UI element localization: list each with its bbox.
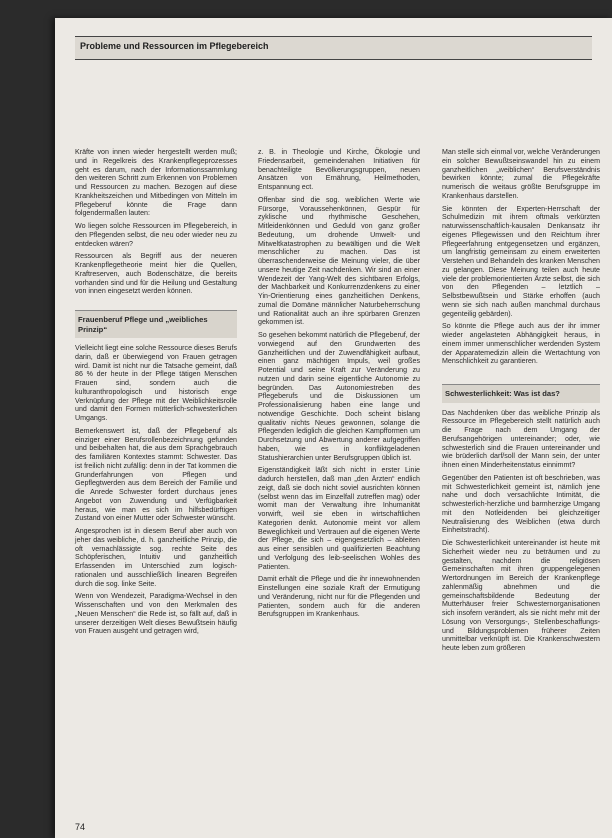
paragraph: Sie könnten der Experten-Herrschaft der Schulmedizin mit ihrem oftmals verkürzten naturwissenschaftlich-kausalen Denkansatz ihr eigenes Pflegewissen und den Reichtum ihrer Pflegeerfahrung entgegensetzen und ergänzen, um langfristig gemeinsam zu einem erweiterten Verstehen und Behandeln des kranken Menschen zu gelangen. Diese Meinung teilen auch heute viele der problemorientierten Ärzte selbst, die sich von den Pflegenden – letztlich – Selbstbewußtsein und Stärke erhoffen (auch wenn sie sich nach außen manchmal durchaus gegenteilig gebärden). bbox=[442, 204, 600, 318]
paragraph: Das Nachdenken über das weibliche Prinzip als Ressource im Pflegebereich stellt natürlich auch die Frage nach dem Umgang der Berufsangehörigen untereinander; oder, wie schwesterlich sind die Frauen untereinander und wie brüderlich darf/soll der Mann sein, der unter ihnen einen Minderheitenstatus einnimmt? bbox=[442, 408, 600, 469]
paragraph: Eigenständigkeit läßt sich nicht in erster Linie dadurch herstellen, daß man „den Ärzten“ endlich zeigt, daß sie doch nicht soviel ausrichten können (selbst wenn das im Einzelfall zutreffen mag) oder womit man der Verwaltung ihre Inhumanität vorwirft, weil sie eben in wirtschaftlichen Kategorien denkt. Autonomie meint vor allem Beweglichkeit und Vertrauen auf die eigenen Werte der Pflege, die sich – eigengesetzlich – ableiten aus einer sensiblen und qualifizierten Beachtung und Verfolgung des leib-seelischen Wohles des Patienten. bbox=[258, 466, 420, 571]
paragraph: Wo liegen solche Ressourcen im Pflegebereich, in den Pflegenden selbst, die neu oder wieder neu zu entdecken wären? bbox=[75, 222, 237, 248]
page-title: Probleme und Ressourcen im Pflegebereich bbox=[80, 41, 269, 51]
document-page bbox=[55, 18, 612, 838]
text-column-left bbox=[75, 148, 237, 640]
paragraph: Man stelle sich einmal vor, welche Veränderungen ein solcher Bewußtseinswandel hin zu einem ganzheitlichen „weiblichen“ Berufsverständnis bewirken könnte; zumal die Pflegekräfte numerisch die weitaus größte Berufsgruppe im Krankenhaus darstellen. bbox=[442, 148, 600, 200]
paragraph: Offenbar sind die sog. weiblichen Werte wie Fürsorge, Voraussehenkönnen, Gespür für zyklische und rhythmische Geschehen, Mitleidenkönnen und Geduld von ganz großer Bedeutung, um drohende Umwelt- und Mitweltkatastrophen zu bewältigen und die Welt menschlicher zu machen. Das ist überraschenderweise die Meinung vieler, die über unsere heutige Zeit nachdenken. Wir sind an einer Wendezeit der Yang-Welt des sichtbaren Erfolgs, der Machbarkeit und Konkurrenzdenkens zu einer Yin-Orientierung eines ganzheitlichen Denkens, zumal die Domäne männlicher Naturbeherrschung und Rationalität auch an ihre spürbaren Grenzen gekommen ist. bbox=[258, 195, 420, 327]
paragraph: Die Schwesterlichkeit untereinander ist heute mit Sicherheit wieder neu zu beträumen und zu gestalten, nachdem die religiösen Gemeinschaften mit ihren gruppengelegenen Wertordnungen im Bereich der Krankenpflege zahlenmäßig abnehmen und die gemeinschaftsbildende Bedeutung der Mutterhäuser freier Schwesternorganisationen sich insofern verändert, als sie nicht mehr mit der Lösung von Versorgungs-, Stellenbeschaffungs- und Bildungsproblemen früherer Zeiten unmittelbar verknüpft ist. Die Krankenschwestern heute leben zum größeren bbox=[442, 539, 600, 652]
paragraph: Gegenüber den Patienten ist oft beschrieben, was mit Schwesterlichkeit gemeint ist, nämlich jene nahe und doch versachlichte Intimität, die schwesterlich-herzliche und barmherzige Umgang mit den Notleidenden bei gleichzeitiger Neutralisierung des Weiblichen (etwa durch Einheitstracht). bbox=[442, 473, 600, 535]
text-column-middle bbox=[258, 148, 420, 623]
paragraph: Wenn von Wendezeit, Paradigma-Wechsel in den Wissenschaften und von den Merkmalen des „Neuen Menschen“ die Rede ist, so fällt auf, daß in unserer derzeitigen Welt dieses Bewußtsein häufig von Frauen ausgeht und getragen wird, bbox=[75, 592, 237, 636]
section-heading-frauenberuf: Frauenberuf Pflege und „weibliches Prinzip“ bbox=[75, 310, 237, 338]
section-heading-schwesterlichkeit: Schwesterlichkeit: Was ist das? bbox=[442, 384, 600, 403]
paragraph: z. B. in Theologie und Kirche, Ökologie und Friedensarbeit, gemeindenahen Initiativen für benachteiligte Bevölkerungsgruppen, neuen Ansätzen von Ernährung, Heilmethoden, Entspannung ect. bbox=[258, 148, 420, 191]
paragraph: Damit erhält die Pflege und die ihr innewohnenden Einstellungen eine soziale Kraft der Ermutigung und Veränderung, nicht nur für die Pflegenden und Patienten, sondern auch für die anderen Berufsgruppen im Krankenhaus. bbox=[258, 575, 420, 619]
paragraph: So könnte die Pflege auch aus der ihr immer wieder angelasteten Abhängigkeit heraus, in einem immer unmenschlicher werdenden System der Apparatemedizin allein die Wertachtung von Menschlichkeit zu garantieren. bbox=[442, 322, 600, 366]
paragraph: Angesprochen ist in diesem Beruf aber auch von jeher das weibliche, d. h. ganzheitliche Prinzip, die oft vernachlässigte sog. rechte Seite des Schöpferischen, Intuitiv und ganzheitlich Erfassenden im Unterschied zum logisch-rationalen und ausschließlich linearen Begreifen durch die sog. linke Seite. bbox=[75, 527, 237, 588]
paragraph: Vielleicht liegt eine solche Ressource dieses Berufs darin, daß er überwiegend von Frauen getragen wird. Damit ist nicht nur die Tatsache gemeint, daß 86 % der heute in der Pflege tätigen Menschen Frauen sind, sondern auch die kulturanthropologisch und historisch enge Verknüpfung der Pflege mit der Weiblichkeitsrolle und damit den Formen mütterlich-schwesterlichen Umgangs. bbox=[75, 344, 237, 422]
text-column-right bbox=[442, 148, 600, 657]
paragraph: Ressourcen als Begriff aus der neueren Krankenpflegetheorie meint hier die Quellen, Kraftreserven, auch Bodenschätze, die bereits vorhanden sind und für die Heilung und Gestaltung von innen eingesetzt werden können. bbox=[75, 252, 237, 296]
page-header bbox=[75, 36, 592, 60]
page-number: 74 bbox=[75, 822, 86, 832]
paragraph: So gesehen bekommt natürlich die Pflegeberuf, der vorwiegend auf den Grundwerten des Ganzheitlichen und der Zuwendfähigkeit aufbaut, einen ganz mächtigen Impuls, weil großes Potential und seine Kraft zur Veränderung zu nutzen und darin seine eigentliche Autonomie zu begründen. Das Autonomiestreben des Pflegeberufs und die Diskussionen um Professionalisierung haben eine lange und notwendige Geschichte. Doch scheint bislang qualitativ nichts Neues gewonnen, solange die Pflegenden lediglich die gleichen Kampfformen um Durchsetzung und Abwertung anderer aufgegriffen haben, wie es in konfliktgeladenen Statushierarchien unter Berufsgruppen üblich ist. bbox=[258, 331, 420, 462]
paragraph: Kräfte von innen wieder hergestellt werden muß; und in Regelkreis des Krankenpflegeprozesses geht es darum, nach der Informationssammlung den weiteren Schritt zum Erkennen von Problemen und Ressourcen zu machen. Bezogen auf diese Krankheitszeichen und Mitbedingen von Mitteln im Pflegeberuf könnte die Frage dann folgendermaßen lauten: bbox=[75, 148, 237, 218]
paragraph: Bemerkenswert ist, daß der Pflegeberuf als einziger einer Berufsrollenbezeichnung gefunden und beibehalten hat, die aus dem Sprachgebrauch des familiären Kontextes stammt: Schwester. Das ist freilich nicht zufällig: denn in der Tat kommen die Grunderfahrungen von Pflegen und Gepflegtwerden aus dem Bereich der Familie und die Anrede Schwester fordert durchaus jenes Angebot von Zuwendung und Verfügbarkeit heraus, wie man es sich im hilfsbedürftigen Zustand von einer Mutter oder Schwester wünscht. bbox=[75, 426, 237, 523]
